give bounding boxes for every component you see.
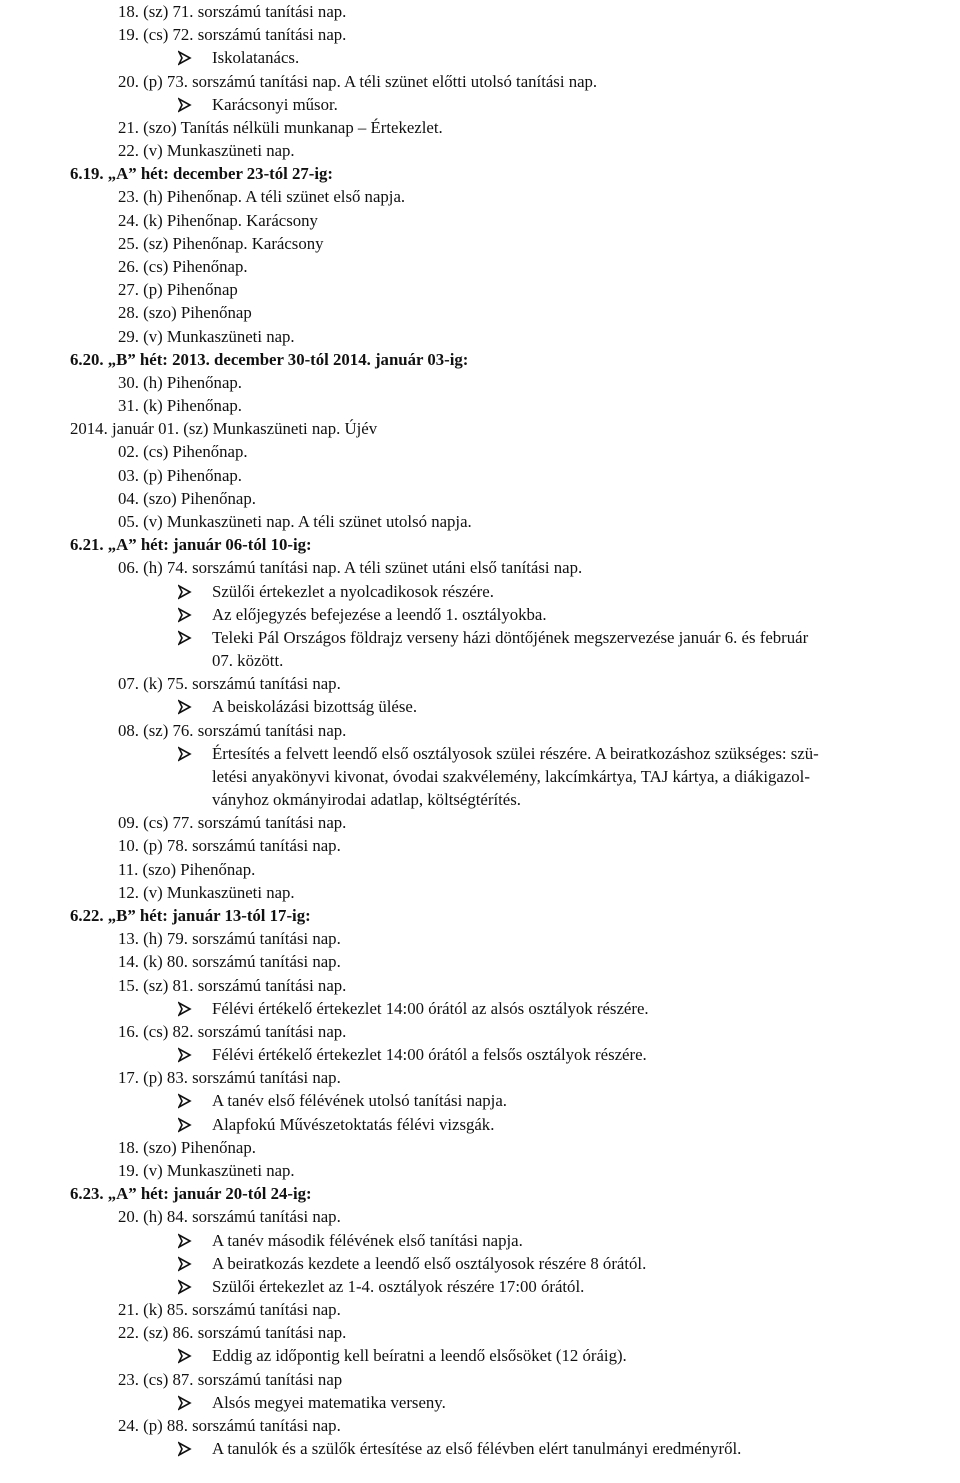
day-line: 12. (v) Munkaszüneti nap. xyxy=(118,882,295,902)
day-line: 10. (p) 78. sorszámú tanítási nap. xyxy=(118,836,341,856)
arrowhead-bullet-icon xyxy=(178,1439,192,1464)
day-line: 30. (h) Pihenőnap. xyxy=(118,372,242,392)
arrowhead-bullet-icon xyxy=(178,1254,192,1279)
bullet-text: Iskolatanács. xyxy=(212,48,300,68)
day-line: 04. (szo) Pihenőnap. xyxy=(118,488,256,508)
day-line: 02. (cs) Pihenőnap. xyxy=(118,442,248,462)
bullet-text: Szülői értekezlet a nyolcadikosok részére. xyxy=(212,581,494,601)
day-line: 21. (szo) Tanítás nélküli munkanap – Értekezlet. xyxy=(118,117,443,137)
arrowhead-bullet-icon xyxy=(178,697,192,722)
day-line: 13. (h) 79. sorszámú tanítási nap. xyxy=(118,929,341,949)
day-line: 15. (sz) 81. sorszámú tanítási nap. xyxy=(118,975,347,995)
arrowhead-bullet-icon xyxy=(178,1277,192,1302)
week-heading: 6.21. „A” hét: január 06-tól 10-ig: xyxy=(70,535,312,555)
year-day-line: 2014. január 01. (sz) Munkaszüneti nap. Újév xyxy=(70,419,378,439)
week-heading: 6.23. „A” hét: január 20-tól 24-ig: xyxy=(70,1184,312,1204)
day-line: 23. (h) Pihenőnap. A téli szünet első napja. xyxy=(118,187,406,207)
day-line: 22. (sz) 86. sorszámú tanítási nap. xyxy=(118,1323,347,1343)
arrowhead-bullet-icon xyxy=(178,999,192,1024)
week-heading: 6.22. „B” hét: január 13-tól 17-ig: xyxy=(70,906,311,926)
day-line: 23. (cs) 87. sorszámú tanítási nap xyxy=(118,1369,343,1389)
bullet-text: Félévi értékelő értekezlet 14:00 órától az alsós osztályok részére. xyxy=(212,998,649,1018)
arrowhead-bullet-icon xyxy=(178,1045,192,1070)
day-line: 16. (cs) 82. sorszámú tanítási nap. xyxy=(118,1021,347,1041)
bullet-text: Eddig az időpontig kell beíratni a leendő elsősöket (12 óráig). xyxy=(212,1346,627,1366)
day-line: 24. (k) Pihenőnap. Karácsony xyxy=(118,210,318,230)
day-line: 06. (h) 74. sorszámú tanítási nap. A téli szünet utáni első tanítási nap. xyxy=(118,558,583,578)
bullet-continuation: letési anyakönyvi kivonat, óvodai szakvélemény, lakcímkártya, TAJ kártya, a diákigazol- xyxy=(212,766,810,786)
day-line: 17. (p) 83. sorszámú tanítási nap. xyxy=(118,1068,341,1088)
arrowhead-bullet-icon xyxy=(178,1346,192,1371)
day-line: 14. (k) 80. sorszámú tanítási nap. xyxy=(118,952,341,972)
day-line: 09. (cs) 77. sorszámú tanítási nap. xyxy=(118,813,347,833)
day-line: 22. (v) Munkaszüneti nap. xyxy=(118,141,295,161)
bullet-text: Teleki Pál Országos földrajz verseny házi döntőjének megszervezése január 6. és február xyxy=(212,627,809,647)
arrowhead-bullet-icon xyxy=(178,1393,192,1418)
day-line: 31. (k) Pihenőnap. xyxy=(118,396,242,416)
arrowhead-bullet-icon xyxy=(178,1091,192,1116)
day-line: 21. (k) 85. sorszámú tanítási nap. xyxy=(118,1300,341,1320)
day-line: 18. (szo) Pihenőnap. xyxy=(118,1137,256,1157)
week-heading: 6.20. „B” hét: 2013. december 30-tól 2014. január 03-ig: xyxy=(70,349,469,369)
bullet-text: A beiskolázási bizottság ülése. xyxy=(212,697,418,717)
arrowhead-bullet-icon xyxy=(178,95,192,120)
day-line: 19. (v) Munkaszüneti nap. xyxy=(118,1161,295,1180)
bullet-text: A tanév első félévének utolsó tanítási napja. xyxy=(212,1091,507,1111)
day-line: 03. (p) Pihenőnap. xyxy=(118,465,242,485)
bullet-text: Félévi értékelő értekezlet 14:00 órától a felsős osztályok részére. xyxy=(212,1045,647,1065)
arrowhead-bullet-icon xyxy=(178,1115,192,1140)
bullet-continuation: ványhoz okmányirodai adatlap, költségtérítés. xyxy=(212,790,521,810)
bullet-text: A tanév második félévének első tanítási napja. xyxy=(212,1230,523,1250)
day-line: 18. (sz) 71. sorszámú tanítási nap. xyxy=(118,2,347,21)
day-line: 05. (v) Munkaszüneti nap. A téli szünet utolsó napja. xyxy=(118,511,472,531)
bullet-text: Karácsonyi műsor. xyxy=(212,94,338,114)
bullet-text: A tanulók és a szülők értesítése az első félévben elért tanulmányi eredményről. xyxy=(212,1439,742,1459)
day-line: 08. (sz) 76. sorszámú tanítási nap. xyxy=(118,720,347,740)
bullet-text: Szülői értekezlet az 1-4. osztályok részére 17:00 órától. xyxy=(212,1276,585,1296)
arrowhead-bullet-icon xyxy=(178,744,192,769)
bullet-text: Alsós megyei matematika verseny. xyxy=(212,1392,446,1412)
bullet-text: A beiratkozás kezdete a leendő első osztályosok részére 8 órától. xyxy=(212,1253,647,1273)
day-line: 26. (cs) Pihenőnap. xyxy=(118,256,248,276)
day-line: 11. (szo) Pihenőnap. xyxy=(118,859,256,879)
arrowhead-bullet-icon xyxy=(178,48,192,73)
bullet-text: Értesítés a felvett leendő első osztályosok szülei részére. A beiratkozáshoz szükséges: szü- xyxy=(212,743,819,763)
day-line: 28. (szo) Pihenőnap xyxy=(118,303,252,323)
bullet-continuation: 07. között. xyxy=(212,651,284,671)
arrowhead-bullet-icon xyxy=(178,628,192,653)
day-line: 07. (k) 75. sorszámú tanítási nap. xyxy=(118,674,341,694)
arrowhead-bullet-icon xyxy=(178,605,192,630)
bullet-text: Alapfokú Művészetoktatás félévi vizsgák. xyxy=(212,1114,495,1134)
day-line: 29. (v) Munkaszüneti nap. xyxy=(118,326,295,346)
day-line: 19. (cs) 72. sorszámú tanítási nap. xyxy=(118,25,347,45)
day-line: 20. (h) 84. sorszámú tanítási nap. xyxy=(118,1207,341,1227)
day-line: 27. (p) Pihenőnap xyxy=(118,280,238,300)
day-line: 24. (p) 88. sorszámú tanítási nap. xyxy=(118,1415,341,1435)
arrowhead-bullet-icon xyxy=(178,1231,192,1256)
bullet-text: Az előjegyzés befejezése a leendő 1. osztályokba. xyxy=(212,604,547,624)
week-heading: 6.19. „A” hét: december 23-tól 27-ig: xyxy=(70,164,334,184)
arrowhead-bullet-icon xyxy=(178,582,192,607)
day-line: 25. (sz) Pihenőnap. Karácsony xyxy=(118,233,324,253)
day-line: 20. (p) 73. sorszámú tanítási nap. A téli szünet előtti utolsó tanítási nap. xyxy=(118,71,598,91)
